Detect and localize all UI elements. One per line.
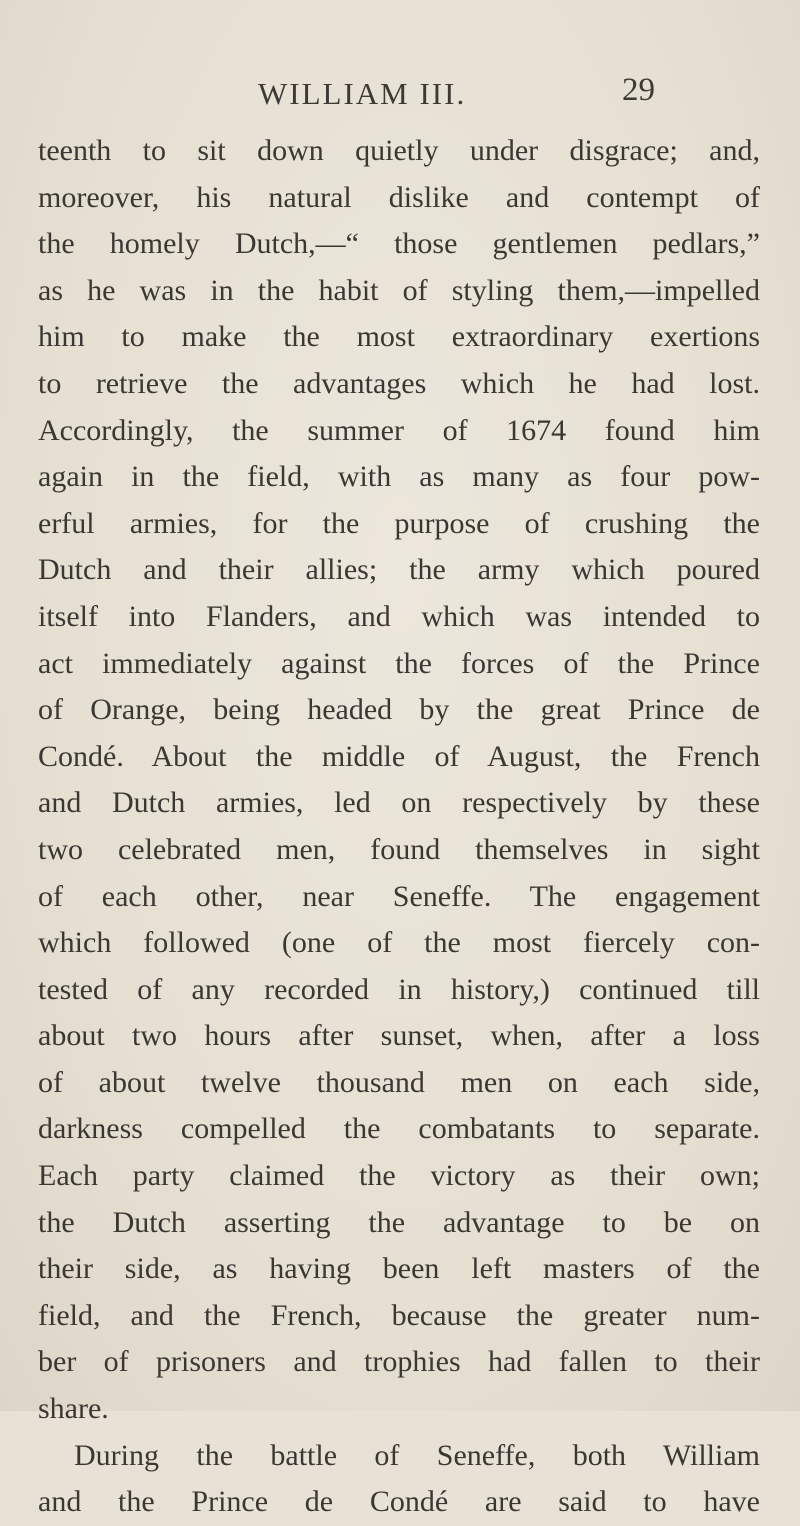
text-line: him to make the most extraordinary exertions (38, 320, 760, 354)
text-line: again in the field, with as many as four pow- (38, 460, 760, 494)
text-line: and Dutch armies, led on respectively by these (38, 786, 760, 820)
text-line: Accordingly, the summer of 1674 found him (38, 413, 760, 447)
text-line: of each other, near Seneffe. The engagement (38, 879, 760, 913)
text-line: erful armies, for the purpose of crushing the (38, 506, 760, 540)
body-text (38, 128, 760, 1526)
text-line: two celebrated men, found themselves in sight (38, 832, 760, 866)
text-line: as he was in the habit of styling them,—impelled (38, 273, 760, 307)
text-line: and the Prince de Condé are said to have (38, 1485, 760, 1519)
text-line: of about twelve thousand men on each side, (38, 1065, 760, 1099)
text-line: Condé. About the middle of August, the French (38, 739, 760, 773)
paragraph-end-line: share. (38, 1392, 109, 1426)
text-line: the Dutch asserting the advantage to be on (38, 1205, 760, 1239)
text-line: act immediately against the forces of the Prince (38, 646, 760, 680)
text-line: about two hours after sunset, when, after a loss (38, 1019, 760, 1053)
text-line: teenth to sit down quietly under disgrace; and, (38, 134, 760, 167)
text-line: Dutch and their allies; the army which poured (38, 553, 760, 587)
paragraph-start-line: During the battle of Seneffe, both William (74, 1438, 760, 1472)
page-number: 29 (622, 72, 655, 108)
text-line: their side, as having been left masters of the (38, 1252, 760, 1286)
text-line: the homely Dutch,—“ those gentlemen pedlars,” (38, 227, 760, 261)
text-line: moreover, his natural dislike and contempt of (38, 180, 760, 214)
text-line: tested of any recorded in history,) continued till (38, 972, 760, 1006)
running-title: WILLIAM III. (258, 76, 467, 111)
text-line: to retrieve the advantages which he had lost. (38, 366, 760, 400)
text-line: itself into Flanders, and which was intended to (38, 599, 760, 633)
text-line: Each party claimed the victory as their own; (38, 1159, 760, 1193)
text-line: field, and the French, because the greater num- (38, 1298, 760, 1332)
text-line: of Orange, being headed by the great Prince de (38, 693, 760, 727)
text-line: ber of prisoners and trophies had fallen to their (38, 1345, 760, 1379)
text-line: darkness compelled the combatants to separate. (38, 1112, 760, 1146)
text-line: which followed (one of the most fiercely con- (38, 926, 760, 960)
page-header (0, 72, 800, 116)
